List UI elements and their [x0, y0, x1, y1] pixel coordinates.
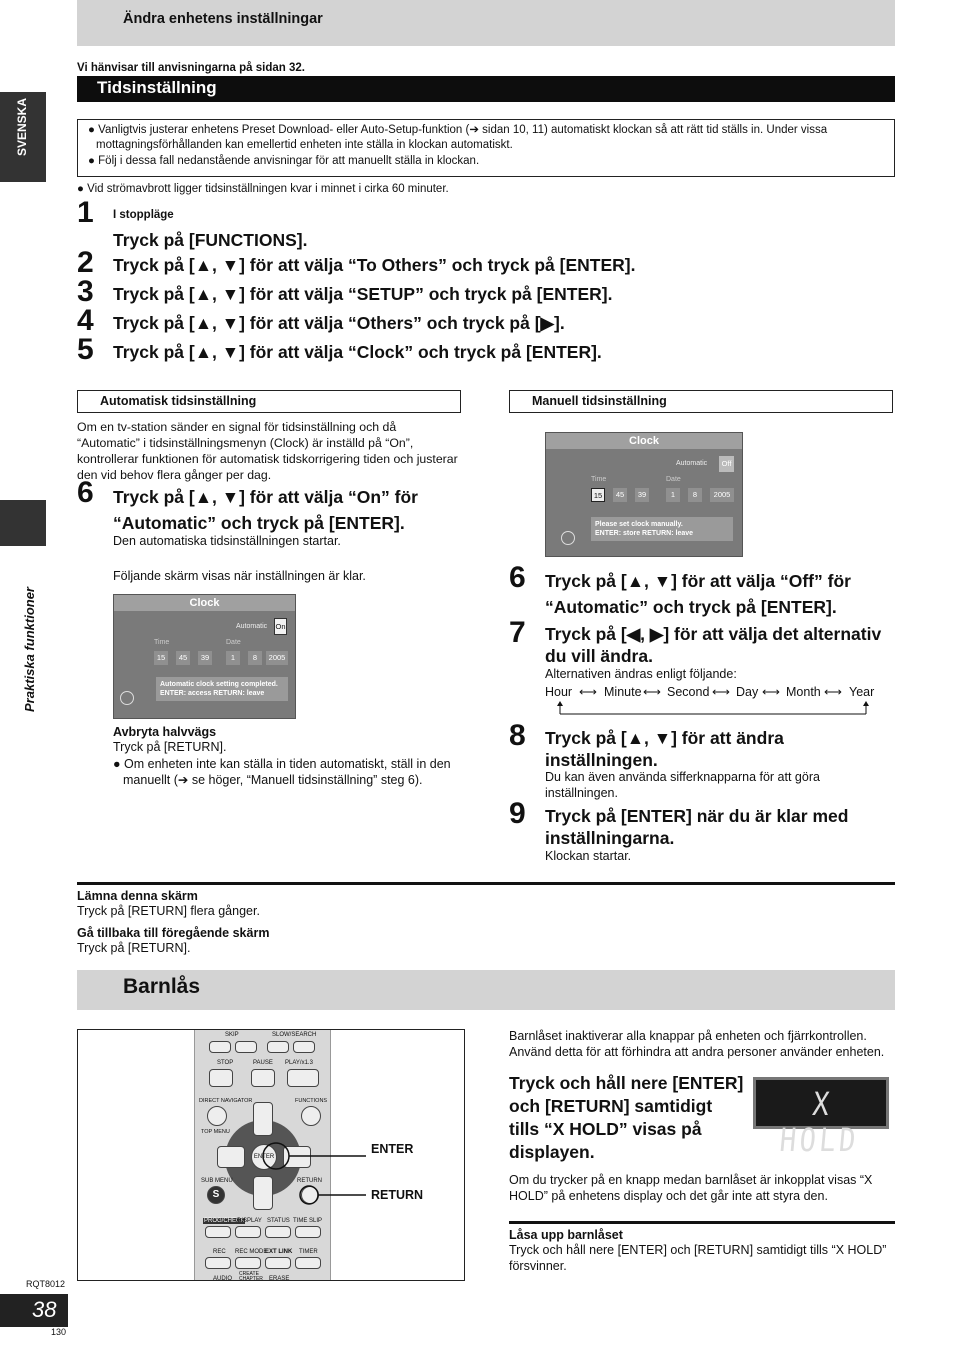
osd-automatic-value: Off	[719, 456, 734, 472]
note-item: ● Vanligtvis justerar enhetens Preset Download- eller Auto-Setup-funktion (➔ sidan 10, 11) automatiskt klockan så att rätt tid ställs in. Under vissa mottagningsförhållanden kan emellertid enheten inte ställa in klockan automatiskt.	[88, 124, 828, 151]
cancel-note-text: Om enheten inte kan ställa in tiden automatiskt, ställ in den manuellt (➔ se höger, “Manuell tidsinställning” steg 6).	[123, 757, 451, 787]
osd-date-label: Date	[666, 476, 681, 483]
page-number: 38	[32, 1297, 57, 1322]
step-number: 3	[77, 275, 94, 308]
osd-message-keys: ENTER: store RETURN: leave	[595, 530, 694, 537]
osd-automatic-label: Automatic	[676, 460, 708, 467]
note-item: ● Följ i dessa fall nedanstående anvisningar för att manuellt ställa in klockan.	[88, 155, 480, 167]
arrow-both-icon: ⟷	[824, 685, 842, 699]
cycle-hour: Hour	[545, 685, 573, 699]
section-header	[77, 0, 895, 46]
lock-intro: Barnlåset inaktiverar alla knappar på enheten och fjärrkontrollen. Använd detta för att förhindra att andra personer använder enheten.	[509, 1029, 885, 1059]
cycle-return-arrow-icon	[545, 700, 895, 718]
remote-return-label: RETURN	[297, 1178, 322, 1184]
step-number: 4	[77, 304, 94, 337]
remote-submenu-label: SUB MENU	[201, 1178, 233, 1184]
sub-page-number: 130	[51, 1327, 67, 1337]
remote-extlink-label: EXT LINK	[265, 1249, 293, 1255]
step-heading: Tryck på [▲, ▼] för att välja “On” för “Automatic” och tryck på [ENTER].	[113, 487, 418, 533]
language-tab	[0, 92, 46, 182]
step-number: 9	[509, 797, 526, 830]
osd-month: 8	[248, 651, 262, 665]
cycle-second: Second	[667, 685, 710, 699]
cycle-day: Day	[736, 685, 759, 699]
auto-intro: Om en tv-station sänder en signal för tidsinställning och då “Automatic” i tidsinställningsmenyn (Clock) är inställd på “On”, kontrollerar funktionen för automatisk tidskorrigering tiden och justerar den vid behov flera gånger per dag.	[77, 420, 458, 482]
step-heading: Tryck på [▲, ▼] för att välja “Clock” och tryck på [ENTER].	[113, 342, 602, 362]
notes-box	[77, 119, 895, 177]
step-heading: Tryck på [▲, ▼] för att välja “To Others” och tryck på [ENTER].	[113, 255, 636, 275]
osd-year: 2005	[710, 488, 734, 502]
reference-note: Vi hänvisar till anvisningarna på sidan 32.	[77, 62, 305, 74]
divider	[509, 1221, 895, 1224]
auto-heading: Automatisk tidsinställning	[100, 394, 257, 408]
arrow-both-icon: ⟷	[762, 685, 780, 699]
step-subtext: Alternativen ändras enligt följande:	[545, 667, 737, 681]
remote-timeslip-label: TIME SLIP	[293, 1218, 323, 1224]
front-display	[753, 1077, 889, 1159]
time-section-title: Tidsinställning	[97, 78, 217, 97]
lock-section-bar	[77, 970, 895, 1010]
remote-timer-label: TIMER	[299, 1249, 318, 1255]
step-heading: Tryck på [▲, ▼] för att välja “Others” och tryck på [▶].	[113, 313, 565, 333]
front-display-text: X HOLD	[778, 1085, 861, 1159]
remote-rec-label: REC	[213, 1249, 226, 1255]
remote-display-label: DISPLAY	[237, 1218, 262, 1224]
unlock-title: Låsa upp barnlåset	[509, 1228, 623, 1242]
remote-pause-label: PAUSE	[253, 1060, 273, 1066]
osd-message-keys: ENTER: access RETURN: leave	[160, 690, 265, 697]
osd-day: 1	[226, 651, 240, 665]
osd-title: Clock	[114, 595, 295, 611]
osd-time-label: Time	[591, 476, 607, 483]
step-number: 8	[509, 719, 526, 752]
osd-navigation-icon	[561, 531, 575, 545]
osd-automatic-label: Automatic	[236, 623, 268, 630]
step-heading: Tryck på [◀, ▶] för att välja det alternativ du vill ändra.	[545, 624, 882, 666]
manual-heading-box	[509, 390, 893, 413]
divider	[77, 882, 895, 885]
osd-title: Clock	[546, 433, 742, 449]
power-note-text: Vid strömavbrott ligger tidsinställningen kvar i minnet i cirka 60 minuter.	[87, 183, 449, 195]
osd-minute: 45	[176, 651, 190, 665]
remote-direct-label: DIRECT NAVIGATOR	[199, 1098, 253, 1104]
exit-title: Lämna denna skärm	[77, 889, 198, 903]
arrow-both-icon: ⟷	[643, 685, 661, 699]
osd-month: 8	[688, 488, 702, 502]
back-title: Gå tillbaka till föregående skärm	[77, 926, 270, 940]
lock-section-title: Barnlås	[123, 975, 201, 998]
step-heading: Tryck på [▲, ▼] för att välja “SETUP” och tryck på [ENTER].	[113, 284, 613, 304]
step-heading: Tryck på [FUNCTIONS].	[113, 230, 308, 250]
arrow-both-icon: ⟷	[712, 685, 730, 699]
back-text: Tryck på [RETURN].	[77, 941, 191, 955]
osd-year: 2005	[266, 651, 288, 665]
enter-button-label: ENTER	[253, 1154, 275, 1160]
osd-hour: 15	[154, 651, 168, 665]
cancel-title: Avbryta halvvägs	[113, 725, 217, 739]
osd-minute: 45	[613, 488, 627, 502]
remote-topmenu-label: TOP MENU	[201, 1129, 230, 1135]
remote-status-label: STATUS	[267, 1218, 290, 1224]
callout-enter: ENTER	[371, 1142, 414, 1156]
step-number: 1	[77, 196, 94, 229]
osd-message-line: Automatic clock setting completed.	[160, 681, 278, 688]
note-text: Vanligtvis justerar enhetens Preset Download- eller Auto-Setup-funktion (➔ sidan 10, 11) automatiskt klockan så att rätt tid ställs in. Under vissa mottagningsförhållanden kan emellertid enheten inte ställa in klockan automatiskt.	[96, 124, 828, 151]
osd-automatic-value: On	[274, 618, 287, 635]
cancel-note: ● Om enheten inte kan ställa in tiden automatiskt, ställ in den manuellt (➔ se höger, “Manuell tidsinställning” steg 6).	[113, 757, 451, 787]
cancel-text: Tryck på [RETURN].	[113, 740, 227, 754]
exit-text: Tryck på [RETURN] flera gånger.	[77, 904, 260, 918]
section-side-label: Praktiska funktioner	[22, 587, 37, 712]
cycle-month: Month	[786, 685, 821, 699]
remote-prog-label: PROG/CHECK	[204, 1218, 245, 1224]
section-header-title: Ändra enhetens inställningar	[123, 11, 323, 27]
osd-second: 39	[198, 651, 212, 665]
step-number: 2	[77, 246, 94, 279]
step-heading: Tryck på [ENTER] när du är klar med inställningarna.	[545, 806, 849, 848]
remote-illustration-frame	[77, 1029, 465, 1281]
osd-message	[156, 677, 288, 701]
time-section-bar	[77, 76, 895, 102]
step-subtext: Den automatiska tidsinställningen startar.	[113, 534, 341, 548]
language-tab-label: SVENSKA	[15, 97, 29, 156]
osd-day: 1	[666, 488, 680, 502]
step-number: 6	[77, 476, 94, 509]
step-subtext: Du kan även använda sifferknapparna för att göra inställningen.	[545, 770, 820, 800]
cycle-year: Year	[849, 685, 875, 699]
clock-osd-auto	[113, 594, 296, 719]
document-code: RQT8012	[26, 1279, 66, 1289]
arrow-both-icon: ⟷	[579, 685, 597, 699]
step-number: 5	[77, 333, 94, 366]
s-button[interactable]: S	[207, 1186, 225, 1204]
lock-instruction: Tryck och håll nere [ENTER] och [RETURN] samtidigt tills “X HOLD” visas på displayen.	[509, 1073, 744, 1162]
remote-stop-label: STOP	[217, 1060, 234, 1066]
section-marker	[0, 500, 46, 546]
unlock-text: Tryck och håll nere [ENTER] och [RETURN] samtidigt tills “X HOLD” försvinner.	[509, 1243, 887, 1273]
step-number: 6	[509, 561, 526, 594]
step-heading: Tryck på [▲, ▼] för att ändra inställningen.	[545, 728, 784, 770]
osd-message	[591, 517, 733, 541]
remote-recmode-label: REC MODE	[235, 1249, 268, 1255]
remote-play-label: PLAY/x1.3	[285, 1060, 313, 1066]
step-number: 7	[509, 616, 526, 649]
section-side-label-wrap	[22, 587, 42, 872]
lock-note: Om du trycker på en knapp medan barnlåset är inkopplat visas “X HOLD” på enhetens display och det går inte att styra den.	[509, 1173, 873, 1203]
remote-create-label: CREATE CHAPTER	[239, 1271, 263, 1281]
clock-osd-manual	[545, 432, 743, 557]
callout-return: RETURN	[371, 1188, 424, 1202]
osd-hour-selected: 15	[591, 488, 605, 502]
osd-navigation-icon	[120, 691, 134, 705]
remote-functions-label: FUNCTIONS	[295, 1098, 328, 1104]
remote-audio-label: AUDIO	[213, 1276, 233, 1281]
step-subtext: Klockan startar.	[545, 849, 632, 863]
remote-erase-label: ERASE	[269, 1276, 290, 1281]
osd-message-line: Please set clock manually.	[595, 521, 683, 528]
page-number-tab	[0, 1294, 68, 1327]
cycle-minute: Minute	[604, 685, 642, 699]
power-note: ● Vid strömavbrott ligger tidsinställningen kvar i minnet i cirka 60 minuter.	[77, 183, 449, 195]
osd-time-label: Time	[154, 639, 170, 646]
auto-heading-box	[77, 390, 461, 413]
step-precondition: I stoppläge	[113, 209, 174, 221]
osd-date-label: Date	[226, 639, 241, 646]
remote-slow-label: SLOW/SEARCH	[272, 1032, 317, 1038]
osd-second: 39	[635, 488, 649, 502]
manual-heading: Manuell tidsinställning	[532, 394, 667, 408]
screen-note: Följande skärm visas när inställningen är klar.	[113, 569, 366, 583]
cycle-diagram	[545, 684, 895, 718]
remote-skip-label: SKIP	[225, 1032, 239, 1038]
step-heading: Tryck på [▲, ▼] för att välja “Off” för “Automatic” och tryck på [ENTER].	[545, 571, 851, 617]
note-text: Följ i dessa fall nedanstående anvisningar för att manuellt ställa in klockan.	[98, 155, 480, 167]
